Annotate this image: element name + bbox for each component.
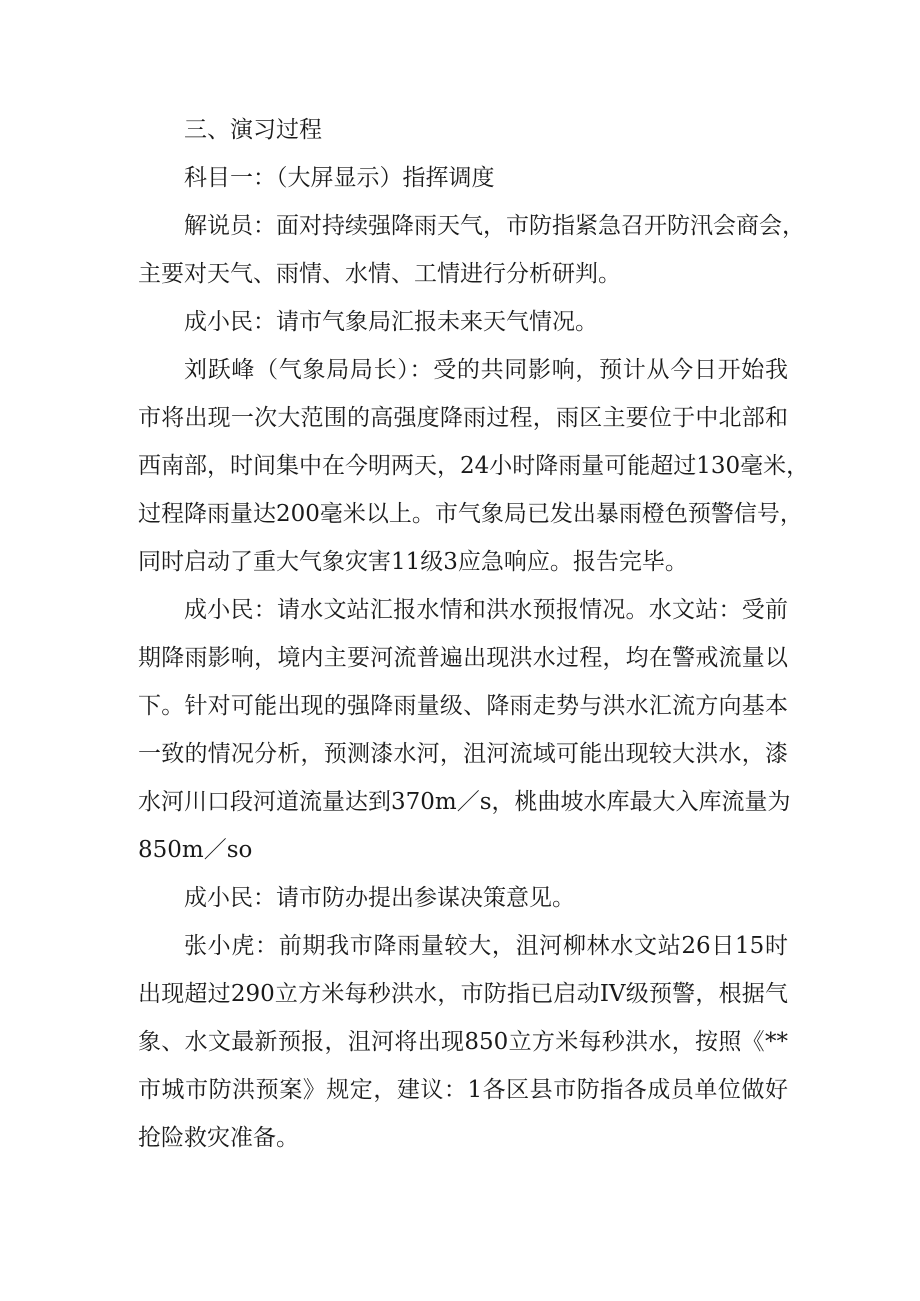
subject-heading [138, 154, 788, 202]
line: 出现超过290立方米每秒洪水，市防指已启动IV级预警，根据气 [138, 981, 788, 1007]
line: 解说员：面对持续强降雨天气，市防指紧急召开防汛会商会， [184, 213, 805, 239]
line: 抢险救灾准备。 [138, 1125, 299, 1151]
line: 同时启动了重大气象灾害11级3应急响应。报告完毕。 [138, 549, 688, 575]
paragraph-commentator-intro [138, 202, 805, 298]
line: 市城市防洪预案》规定，建议：1各区县市防指各成员单位做好 [138, 1077, 788, 1103]
line: 刘跃峰（气象局局长）：受的共同影响，预计从今日开始我 [184, 357, 788, 383]
paragraph-hydrology-report [138, 586, 791, 874]
line: 三、演习过程 [184, 117, 322, 143]
paragraph-weather-report [138, 346, 810, 586]
line: 市将出现一次大范围的高强度降雨过程，雨区主要位于中北部和 [138, 405, 788, 431]
document-body [138, 106, 810, 1162]
paragraph-flood-office-advice [138, 922, 788, 1162]
line: 成小民：请市防办提出参谋决策意见。 [184, 885, 575, 911]
line: 科目一：（大屏显示）指挥调度 [184, 165, 495, 191]
line: 过程降雨量达200毫米以上。市气象局已发出暴雨橙色预警信号， [138, 501, 803, 527]
paragraph-weather-request [138, 298, 788, 346]
line: 下。针对可能出现的强降雨量级、降雨走势与洪水汇流方向基本 [138, 693, 788, 719]
line: 象、水文最新预报，沮河将出现850立方米每秒洪水，按照《** [138, 1029, 788, 1055]
line: 水河川口段河道流量达到370m／s，桃曲坡水库最大入库流量为 [138, 789, 791, 815]
line: 主要对天气、雨情、水情、工情进行分析研判。 [138, 261, 621, 287]
line: 一致的情况分析，预测漆水河，沮河流域可能出现较大洪水，漆 [138, 741, 788, 767]
line: 期降雨影响，境内主要河流普遍出现洪水过程，均在警戒流量以 [138, 645, 788, 671]
line: 成小民：请市气象局汇报未来天气情况。 [184, 309, 598, 335]
line: 850m／so [138, 837, 253, 863]
line: 西南部，时间集中在今明两天，24小时降雨量可能超过130毫米， [138, 453, 810, 479]
section-heading [138, 106, 788, 154]
paragraph-decision-request [138, 874, 788, 922]
line: 成小民：请水文站汇报水情和洪水预报情况。水文站：受前 [184, 597, 788, 623]
line: 张小虎：前期我市降雨量较大，沮河柳林水文站26日15时 [184, 933, 788, 959]
